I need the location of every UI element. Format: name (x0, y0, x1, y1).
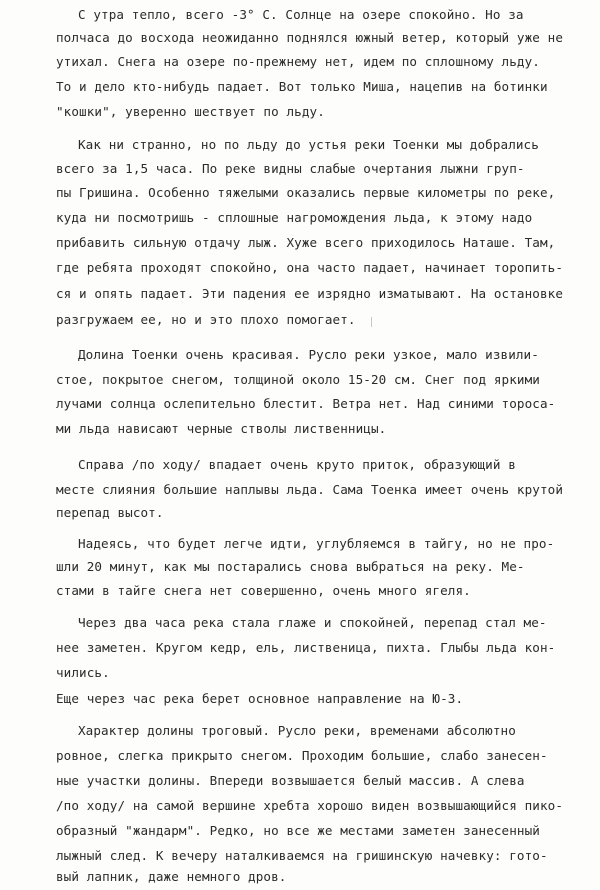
text-line: Характер долины троговый. Русло реки, временами абсолютно (78, 723, 516, 738)
text-line: месте слияния большие наплывы льда. Сама Тоенка имеет очень крутой (56, 482, 564, 497)
stray-pen-mark (371, 317, 372, 327)
text-line: лучами солнца ослепительно блестит. Ветра нет. Над синими тороса- (56, 396, 556, 411)
text-line: образный "жандарм". Редко, но все же местами заметен занесенный (56, 823, 540, 838)
text-line: вый лапник, даже немного дров. (56, 869, 287, 884)
text-line: Долина Тоенки очень красивая. Русло реки узкое, мало извили- (78, 347, 539, 362)
text-line: шли 20 минут, как мы постарались снова выбраться на реку. Ме- (56, 559, 525, 574)
text-line: нее заметен. Кругом кедр, ель, лиственица, пихта. Глыбы льда кон- (56, 640, 556, 655)
text-line: Через два часа река стала глаже и спокойней, перепад стал ме- (78, 615, 547, 630)
text-line: Еще через час река берет основное направление на Ю-З. (56, 691, 464, 706)
text-line: ся и опять падает. Эти падения ее изрядно изматывают. На остановке (56, 286, 564, 301)
text-line: "кошки", уверенно шествует по льду. (56, 104, 325, 119)
text-line: куда ни посмотришь - сплошные нагромождения льда, к этому надо (56, 210, 533, 225)
text-line: где ребята проходят спокойно, она часто падает, начинает торопить- (56, 260, 564, 275)
text-line: полчаса до восхода неожиданно поднялся южный ветер, который уже не (56, 30, 564, 45)
text-line: стами в тайге снега нет совершенно, очень много ягеля. (56, 583, 471, 598)
text-line: То и дело кто-нибудь падает. Вот только Миша, нацепив на ботинки (56, 79, 548, 94)
text-line: всего за 1,5 часа. По реке видны слабые очертания лыжни груп- (56, 161, 525, 176)
text-line: С утра тепло, всего -3° С. Солнце на озере спокойно. Но за (78, 7, 524, 22)
text-line: прибавить сильную отдачу лыж. Хуже всего приходилось Наташе. Там, (56, 235, 556, 250)
text-line: чились. (56, 665, 110, 680)
text-line: лыжный след. К вечеру наталкиваемся на гришинскую начевку: гото- (56, 848, 548, 863)
text-line: стое, покрытое снегом, толщиной около 15-20 см. Снег под яркими (56, 372, 540, 387)
text-line: /по ходу/ на самой вершине хребта хорошо виден возвышающийся пико- (56, 798, 564, 813)
text-line: ровное, слегка прикрыто снегом. Проходим большие, слабо занесен- (56, 748, 548, 763)
text-line: Справа /по ходу/ впадает очень круто приток, образующий в (78, 457, 516, 472)
text-line: Как ни странно, но по льду до устья реки Тоенки мы добрались (78, 137, 539, 152)
text-line: ми льда нависают черные стволы лиственницы. (56, 421, 387, 436)
text-line: пы Гришина. Особенно тяжелыми оказались первые километры по реке, (56, 185, 556, 200)
text-line: утихал. Снега на озере по-прежнему нет, идем по сплошному льду. (56, 54, 540, 69)
text-line: разгружаем ее, но и это плохо помогает. (56, 312, 356, 327)
text-line: перепад высот. (56, 505, 164, 520)
text-line: Надеясь, что будет легче идти, углубляемся в тайгу, но не про- (78, 536, 555, 551)
text-line: ные участки долины. Впереди возвышается белый массив. А слева (56, 773, 525, 788)
